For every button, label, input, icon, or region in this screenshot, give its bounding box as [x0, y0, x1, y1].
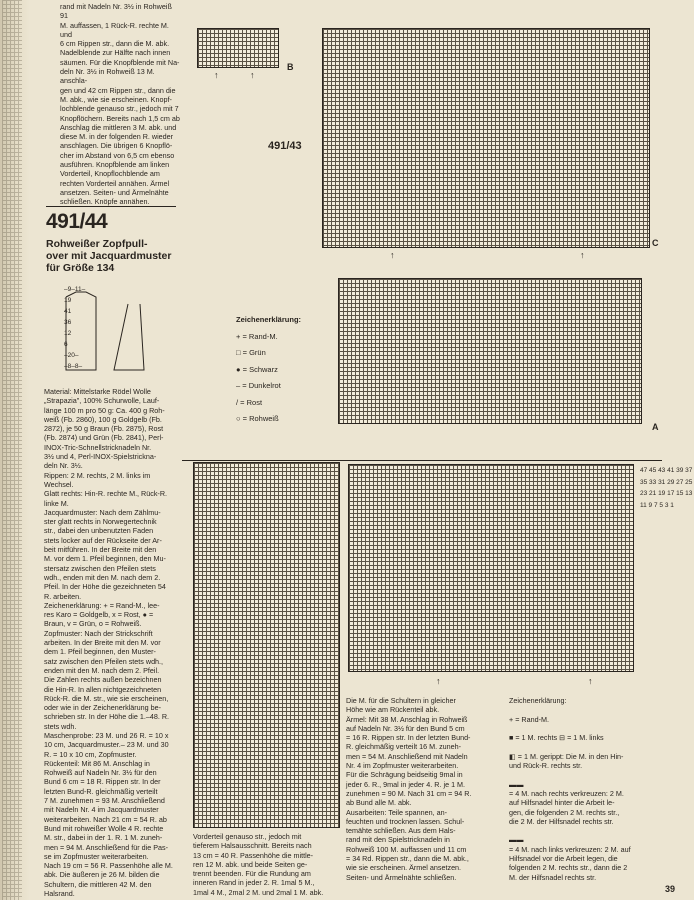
- legend-item-rost: / = Rost: [236, 397, 263, 407]
- chart-b: [197, 28, 279, 68]
- chart-c-arrow-right: ↑: [580, 250, 585, 260]
- page-number: 39: [665, 884, 676, 894]
- legend-item-rand: + = Rand-M.: [236, 331, 278, 341]
- legend-491-43: [236, 312, 301, 428]
- section-divider: [182, 460, 662, 461]
- chart-c: [322, 28, 650, 248]
- cable-chart-arrow-left: ↑: [436, 676, 441, 686]
- chart-c-label: C: [652, 238, 659, 248]
- chart-a-label: A: [652, 422, 659, 432]
- chart-b-label: B: [287, 62, 294, 72]
- cable-chart-arrow-right: ↑: [588, 676, 593, 686]
- row-numbers: 47 45 43 41 39 37 35 33 31 29 27 25 23 21 19 17 15 13 11 9 7 5 3 1: [640, 467, 693, 509]
- page-binding: [0, 0, 30, 900]
- title-rule: [46, 206, 176, 207]
- schematic-measurements: –9–11– 19 41 36 12 6 –20– –8–8–: [64, 286, 86, 370]
- legend-title: Zeichenerklärung:: [236, 315, 302, 324]
- page-title: 491/44: [46, 210, 108, 233]
- cable-chart: [348, 464, 634, 672]
- model-number-491-43: 491/43: [268, 140, 302, 152]
- page-subtitle: Rohweißer Zopfpull- over mit Jacquardmuster für Größe 134: [46, 238, 172, 274]
- instructions-middle-column: Die M. für die Schultern in gleicher Höhe wie am Rückenteil abk. Ärmel: Mit 38 M. Anschlag in Rohweiß auf Nadeln Nr. 3½ für den Bund 5 cm = 16 R. Rippen str. In der letzten Bund- R. gleichmäßig verteilt 16 M. zuneh- men = 54 M. Anschließend mit Nadeln Nr. 4 im Zopfmuster weiterarbeiten. Für die Schrägung beidseitig 9mal in jeder 6. R., 9mal in jeder 4. R. je 1 M. zunehmen = 90 M. Nach 31 cm = 94 R. ab Bund alle M. abk. Ausarbeiten: Teile spannen, an- feuchten und trocknen lassen. Schul- temähte schließen. Aus dem Hals- rand mit den Spielstricknadeln in Rohweiß 100 M. auffassen und 11 cm = 34 Rd. Rippen str., dann die M. abk., wie sie erscheinen. Ärmel ansetzen. Seiten- und Ärmelnähte schließen.: [346, 696, 472, 882]
- legend-item-gruen: □ = Grün: [236, 348, 266, 357]
- binding-chart-edge: [2, 0, 22, 900]
- chart-a: [338, 278, 642, 424]
- legend-item-dunkelrot: – = Dunkelrot: [236, 381, 281, 390]
- legend-item-rohweiss: ○ = Rohweiß: [236, 414, 279, 423]
- jacquard-chart: [193, 462, 340, 828]
- instructions-left-column: Material: Mittelstarke Rödel Wolle „Strapazia", 100% Schurwolle, Lauf- länge 100 m pro 50 g: Ca. 400 g Roh- weiß (Fb. 2860), 100 g Goldgelb (Fb. 2872), je 50 g Braun (Fb. 2875), Rost (Fb. 2874) und Grün (Fb. 2841), Perl- INOX-Tric-Schnellstricknadeln Nr. 3½ und 4, Perl-INOX-Spielstrickna- deln Nr. 3½. Rippen: 2 M. rechts, 2 M. links im Wechsel. Glatt rechts: Hin-R. rechte M., Rück-R. linke M. Jacquardmuster: Nach dem Zählmu- ster glatt rechts in Norwegertechnik str., dabei den unbenutzten Faden stets locker auf der Rückseite der Ar- beit mitführen. In der Breite mit den M. vor dem 1. Pfeil beginnen, den Mu- stersatz zwischen den Pfeilen stets wdh., enden mit den M. nach dem 2. Pfeil. In der Höhe die gezeichneten 54 R. arbeiten. Zeichenerklärung: + = Rand-M., lee- res Karo = Goldgelb, x = Rost, ● = Braun, v = Grün, o = Rohweiß. Zopfmuster: Nach der Strickschrift arbeiten. In der Breite mit den M. vor dem 1. Pfeil beginnen, den Muster- satz zwischen den Pfeilen stets wdh., enden mit den M. nach dem 2. Pfeil. Die Zahlen rechts außen bezeichnen die Hin-R. In allen nichtgezeichneten Rück-R. die M. str., wie sie erscheinen, oder wie in der Zeichenerklärung be- schrieben str. In der Höhe die 1.–48. R. stets wdh. Maschenprobe: 23 M. und 26 R. = 10 x 10 cm, Jacquardmuster.– 23 M. und 30 R. = 10 x 10 cm, Zopfmuster. Rückenteil: Mit 86 M. Anschlag in Rohweiß auf Nadeln Nr. 3½ für den Bund 6 cm = 18 R. Rippen str. In der letzten Bund-R. gleichmäßig verteilt 7 M. zunehmen = 93 M. Anschließend mit Nadeln Nr. 4 im Jacquardmuster weiterarbeiten. Nach 21 cm = 54 R. ab Bund mit rohweißer Wolle 4 R. rechte M. str., dabei in der 1. R. 1 M. zuneh- men = 94 M. Anschließend für die Pas- se im Zopfmuster weiterarbeiten. Nach 19 cm = 56 R. Passenhöhe alle M. abk. Die äußeren je 26 M. bilden die Schultern, die mittleren 42 M. den Halsrand.: [44, 387, 173, 899]
- top-left-text: rand mit Nadeln Nr. 3½ in Rohweiß 91 M. auffassen, 1 Rück-R. rechte M. und 6 cm Rippen str., dann die M. abk. Nadelblende zur Hälfte nach innen säumen. Für die Knopfblende mit Na- deln Nr. 3½ in Rohweiß 13 M. anschla- gen und 42 cm Rippen str., dann die M. abk., wie sie erscheinen. Knopf- lochblende genauso str., jedoch mit 7 Knopflöchern. Bereits nach 1,5 cm ab Anschlag die mittleren 3 M. abk. und diese M. in der folgenden R. wieder anschlagen. Die übrigen 6 Knopflö- cher im Abstand von 6,5 cm ebenso ausführen. Knopfblende am linken Vorderteil, Knopflochblende am rechten Vorderteil annähen. Ärmel ansetzen. Seiten- und Ärmelnähte schließen. Knöpfe annähen.: [60, 2, 180, 207]
- legend-item-schwarz: ● = Schwarz: [236, 364, 278, 374]
- chart-b-arrow-left: ↑: [214, 70, 219, 80]
- chart-b-arrow-right: ↑: [250, 70, 255, 80]
- chart-c-arrow-left: ↑: [390, 250, 395, 260]
- vorderteil-text: Vorderteil genauso str., jedoch mit tieferem Halsausschnitt. Bereits nach 13 cm = 40 R. Passenhöhe die mittle- ren 12 M. abk. und beide Seiten ge- trennt beenden. Für die Rundung am inneren Rand in jeder 2. R. 1mal 5 M., 1mal 4 M., 2mal 2 M. und 2mal 1 M. abk.: [193, 832, 324, 897]
- cable-legend: Zeichenerklärung: + = Rand-M. ■ = 1 M. rechts ⊟ = 1 M. links ◧ = 1 M. gerippt: Die M. in den Hin- und Rück-R. rechts str. ▬▬ = 4 M. nach rechts verkreuzen: 2 M. auf Hilfsnadel hinter die Arbeit le- gen, die folgenden 2 M. rechts str., die 2 M. der Hilfsnadel rechts str. ▬▬ = 4 M. nach links verkreuzen: 2 M. auf Hilfsnadel vor die Arbeit legen, die folgenden 2 M. rechts str., dann die 2 M. der Hilfsnadel rechts str.: [509, 696, 631, 882]
